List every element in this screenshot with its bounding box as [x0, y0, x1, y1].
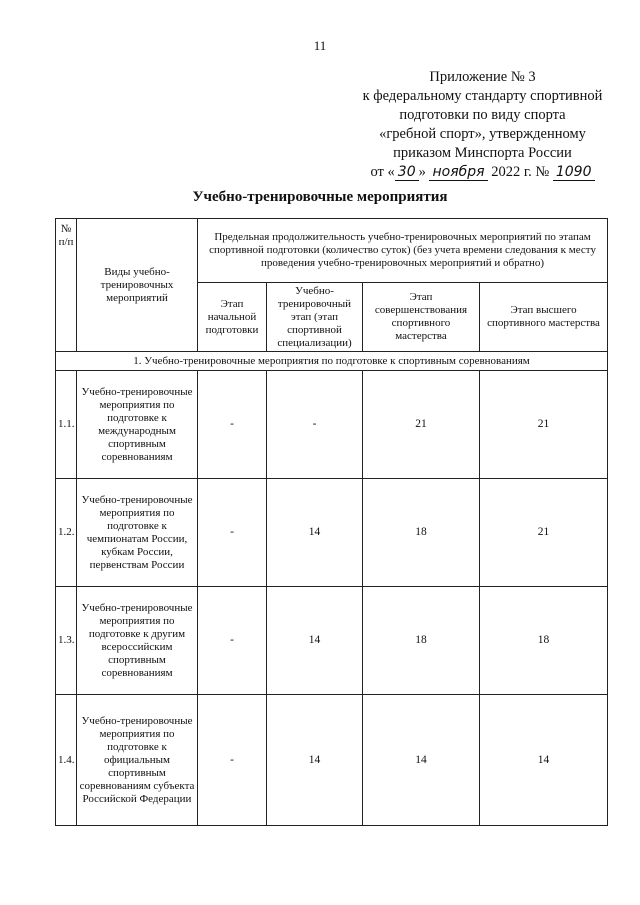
- row-event-name: Учебно-тренировочные мероприятия по подготовке к официальным спортивным соревнованиям субъекта Российской Федерации: [77, 695, 198, 826]
- training-events-table: [55, 218, 608, 826]
- table-row: [56, 479, 608, 587]
- appendix-line: «гребной спорт», утвержденному: [379, 126, 586, 142]
- header-stage-highest: Этап высшего спортивного мастерства: [480, 283, 608, 352]
- cell-stage-initial: -: [198, 587, 267, 695]
- cell-stage-improvement: 14: [363, 695, 480, 826]
- date-day-handwritten: 30: [395, 164, 419, 181]
- date-prefix: от «: [370, 164, 395, 180]
- row-number: 1.4.: [56, 695, 77, 826]
- row-number: 1.3.: [56, 587, 77, 695]
- header-stage-training: Учебно-тренировочный этап (этап спортивной специализации): [267, 283, 363, 352]
- cell-stage-initial: -: [198, 479, 267, 587]
- cell-stage-highest: 21: [480, 479, 608, 587]
- cell-stage-training: 14: [267, 587, 363, 695]
- header-stage-initial: Этап начальной подготовки: [198, 283, 267, 352]
- appendix-line: к федеральному стандарту спортивной: [362, 88, 603, 104]
- cell-stage-improvement: 18: [363, 587, 480, 695]
- row-event-name: Учебно-тренировочные мероприятия по подготовке к чемпионатам России, кубкам России, первенствам России: [77, 479, 198, 587]
- row-number: 1.1.: [56, 371, 77, 479]
- order-date-line: [330, 163, 635, 182]
- section-row: [56, 352, 608, 371]
- cell-stage-highest: 21: [480, 371, 608, 479]
- appendix-line: Приложение № 3: [429, 69, 536, 85]
- date-month-handwritten: ноября: [429, 164, 487, 181]
- order-number-handwritten: 1090: [553, 164, 595, 181]
- appendix-line: подготовки по виду спорта: [399, 107, 566, 123]
- cell-stage-highest: 18: [480, 587, 608, 695]
- table-row: [56, 695, 608, 826]
- cell-stage-training: 14: [267, 479, 363, 587]
- cell-stage-improvement: 21: [363, 371, 480, 479]
- row-event-name: Учебно-тренировочные мероприятия по подготовке к международным спортивным соревнованиям: [77, 371, 198, 479]
- header-duration: Предельная продолжительность учебно-тренировочных мероприятий по этапам спортивной подготовки (количество суток) (без учета времени следования к месту проведения учебно-тренировочных мероприятий и обратно): [198, 219, 608, 283]
- table-row: [56, 587, 608, 695]
- date-mid: »: [418, 164, 426, 180]
- cell-stage-improvement: 18: [363, 479, 480, 587]
- date-year: 2022 г. №: [491, 164, 550, 180]
- cell-stage-training: 14: [267, 695, 363, 826]
- row-event-name: Учебно-тренировочные мероприятия по подготовке к другим всероссийским спортивным соревнованиям: [77, 587, 198, 695]
- page-number: 11: [313, 38, 327, 53]
- cell-stage-training: -: [267, 371, 363, 479]
- appendix-header: [330, 68, 635, 182]
- header-event-type: Виды учебно-тренировочных мероприятий: [77, 219, 198, 352]
- row-number: 1.2.: [56, 479, 77, 587]
- document-title: Учебно-тренировочные мероприятия: [192, 189, 448, 205]
- header-row: [56, 219, 608, 283]
- cell-stage-initial: -: [198, 695, 267, 826]
- cell-stage-initial: -: [198, 371, 267, 479]
- section-title: 1. Учебно-тренировочные мероприятия по подготовке к спортивным соревнованиям: [56, 352, 608, 371]
- appendix-line: приказом Минспорта России: [393, 145, 572, 161]
- cell-stage-highest: 14: [480, 695, 608, 826]
- table-row: [56, 371, 608, 479]
- header-stage-improvement: Этап совершенствования спортивного мастерства: [363, 283, 480, 352]
- header-num: № п/п: [56, 219, 77, 352]
